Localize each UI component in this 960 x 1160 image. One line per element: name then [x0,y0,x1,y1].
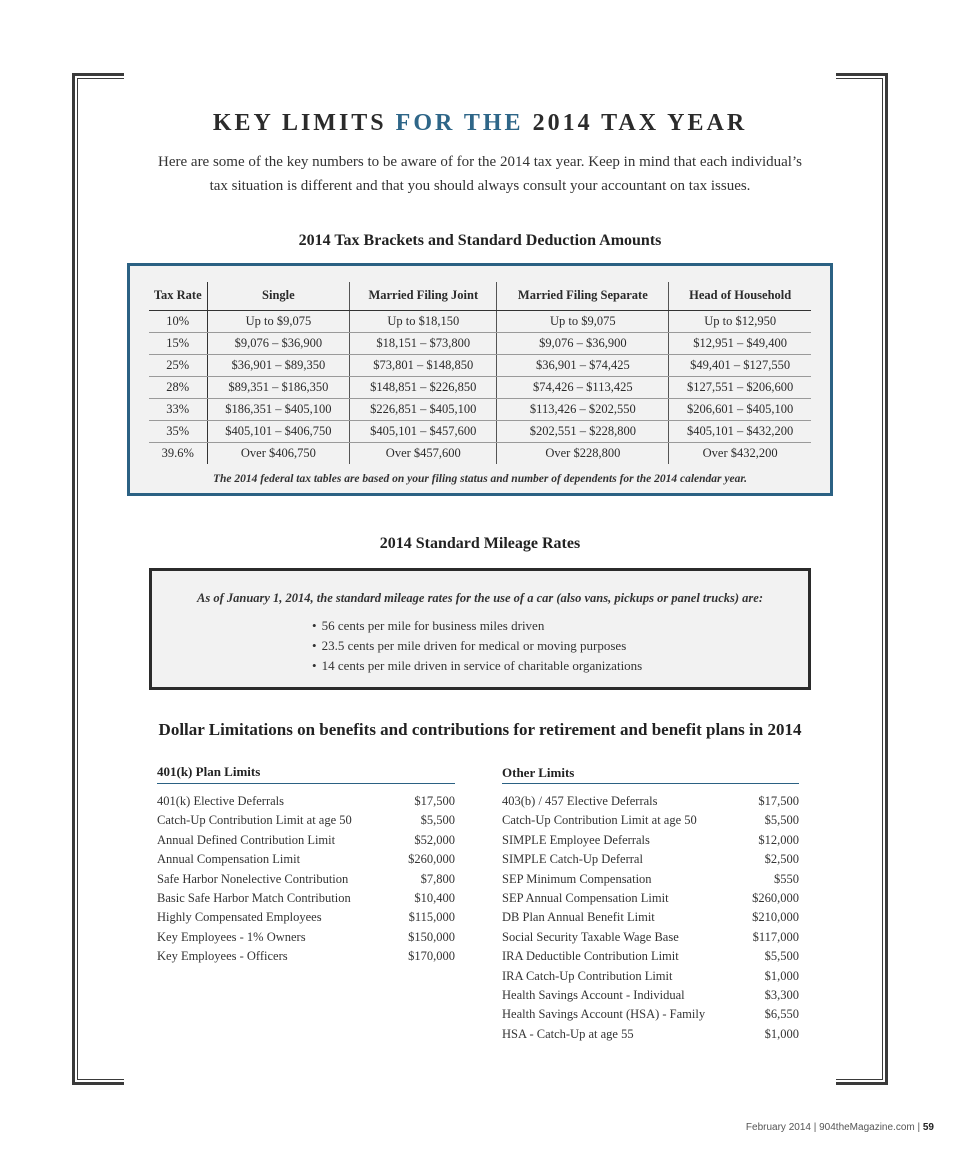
table-cell: 33% [149,398,207,420]
limit-value: $150,000 [408,929,455,944]
list-item [157,870,455,889]
table-row [149,442,811,464]
list-item [502,1025,799,1044]
table-body [149,310,811,464]
table-cell: $36,901 – $89,350 [207,354,350,376]
limit-value: $210,000 [752,910,799,925]
limit-label: IRA Catch-Up Contribution Limit [502,968,673,983]
limit-value: $260,000 [408,852,455,867]
limit-value: $17,500 [758,794,799,808]
table-cell: $226,851 – $405,100 [350,398,497,420]
list-item [157,811,455,830]
limit-value: $52,000 [414,832,455,847]
limit-label: SIMPLE Employee Deferrals [502,832,650,847]
table-cell: 15% [149,332,207,354]
column-header: Single [207,282,350,310]
list-item: • 56 cents per mile for business miles driven [312,616,642,636]
list-item [157,889,455,908]
page-number: 59 [922,1122,934,1133]
limit-label: Health Savings Account - Individual [502,987,685,1002]
intro-paragraph [120,150,840,198]
limit-value: $7,800 [420,871,455,886]
table-cell: $186,351 – $405,100 [207,398,350,420]
limit-label: Highly Compensated Employees [157,910,322,925]
limit-label: HSA - Catch-Up at age 55 [502,1026,634,1041]
frame-corner-top-right-inner [836,78,883,86]
limit-label: Annual Defined Contribution Limit [157,832,336,847]
page-title [0,110,960,137]
mileage-box [149,568,811,690]
limit-value: $3,300 [764,987,799,1002]
footer-text: February 2014 | 904theMagazine.com | [745,1122,923,1133]
list-item [502,967,799,986]
limit-label: Safe Harbor Nonelective Contribution [157,871,349,886]
list-item: • 14 cents per mile driven in service of charitable organizations [312,656,642,676]
list-item [502,889,799,908]
limit-value: $117,000 [752,929,799,944]
limit-label: Health Savings Account (HSA) - Family [502,1007,706,1022]
table-row [149,398,811,420]
limit-label: SEP Minimum Compensation [502,871,652,886]
frame-left-rule-inner [77,78,83,1080]
limit-value: $5,500 [764,813,799,828]
limit-value: $260,000 [752,890,799,905]
other-limits-rows [502,792,799,1044]
list-item [157,792,455,811]
table-cell: $405,101 – $432,200 [669,420,811,442]
table-row [149,332,811,354]
table-row [149,310,811,332]
limit-value: $10,400 [414,890,455,905]
table-cell: $49,401 – $127,550 [669,354,811,376]
list-item [502,811,799,830]
limit-value: $12,000 [758,832,799,847]
table-cell: Over $406,750 [207,442,350,464]
frame-corner-top-left-inner [77,78,124,86]
table-cell: $74,426 – $113,425 [497,376,669,398]
table-cell: $9,076 – $36,900 [497,332,669,354]
limit-value: $5,500 [420,813,455,828]
limit-label: Key Employees - Officers [157,949,288,964]
frame-corner-bottom-left-inner [77,1075,124,1080]
list-item [502,928,799,947]
table-row [149,376,811,398]
limit-value: $2,500 [764,852,799,867]
limit-value: $5,500 [764,949,799,964]
limit-label: Key Employees - 1% Owners [157,929,306,944]
limit-value: $1,000 [764,1026,799,1041]
title-part-2: 2014 TAX YEAR [523,110,748,136]
column-header: Head of Household [669,282,811,310]
other-limits [502,762,799,1044]
column-header: Married Filing Separate [497,282,669,310]
list-item [502,986,799,1005]
limit-value: $550 [774,871,799,886]
table-row [149,354,811,376]
limit-value: $17,500 [414,794,455,808]
table-cell: Up to $12,950 [669,310,811,332]
tax-brackets-box [127,263,833,496]
table-cell: $36,901 – $74,425 [497,354,669,376]
list-item [502,947,799,966]
limit-label: SEP Annual Compensation Limit [502,890,669,905]
plan-401k-rows [157,792,455,967]
limit-label: Social Security Taxable Wage Base [502,929,679,944]
table-cell: $12,951 – $49,400 [669,332,811,354]
tax-brackets-note: The 2014 federal tax tables are based on your filing status and number of dependents for the 2014 calendar year. [212,473,748,485]
table-header-row [149,282,811,310]
table-cell: Up to $9,075 [207,310,350,332]
title-accent: FOR THE [395,110,524,136]
other-limits-title: Other Limits [502,762,799,784]
list-item [502,792,799,811]
limit-label: DB Plan Annual Benefit Limit [502,910,655,925]
page-footer [746,1122,934,1133]
list-item [502,908,799,927]
table-cell: Over $457,600 [350,442,497,464]
table-cell: $202,551 – $228,800 [497,420,669,442]
limit-value: $115,000 [408,910,455,925]
tax-brackets-heading: 2014 Tax Brackets and Standard Deduction Amounts [298,232,662,249]
column-header: Tax Rate [149,282,207,310]
table-cell: $89,351 – $186,350 [207,376,350,398]
limit-label: Catch-Up Contribution Limit at age 50 [502,813,697,828]
list-item [502,1005,799,1024]
limit-label: Basic Safe Harbor Match Contribution [157,890,351,905]
intro-line-2: tax situation is different and that you should always consult your accountant on tax issues. [209,178,751,194]
limit-value: $6,550 [764,1007,799,1022]
frame-right-rule-inner [877,78,883,1080]
table-cell: $405,101 – $406,750 [207,420,350,442]
table-cell: 39.6% [149,442,207,464]
table-cell: $73,801 – $148,850 [350,354,497,376]
limit-label: 401(k) Elective Deferrals [157,794,285,808]
list-item [157,947,455,966]
mileage-intro: As of January 1, 2014, the standard mileage rates for the use of a car (also vans, pickups or panel trucks) are: [197,591,763,605]
mileage-list [312,616,642,676]
limit-label: SIMPLE Catch-Up Deferral [502,852,643,867]
limits-heading: Dollar Limitations on benefits and contributions for retirement and benefit plans in 2014 [158,720,802,739]
limit-label: 403(b) / 457 Elective Deferrals [502,794,658,808]
list-item [157,850,455,869]
table-cell: 25% [149,354,207,376]
frame-corner-bottom-right-inner [836,1075,883,1080]
table-cell: Over $432,200 [669,442,811,464]
intro-line-1: Here are some of the key numbers to be aware of for the 2014 tax year. Keep in mind that each individual’s [158,154,802,170]
table-cell: Up to $18,150 [350,310,497,332]
list-item [502,831,799,850]
table-row [149,420,811,442]
table-cell: Over $228,800 [497,442,669,464]
table-cell: $113,426 – $202,550 [497,398,669,420]
list-item [502,850,799,869]
table-cell: $9,076 – $36,900 [207,332,350,354]
list-item [157,831,455,850]
plan-401k-limits [157,762,455,967]
tax-brackets-table [149,282,811,464]
mileage-heading: 2014 Standard Mileage Rates [379,535,581,552]
plan-401k-title: 401(k) Plan Limits [157,762,455,784]
list-item: • 23.5 cents per mile driven for medical or moving purposes [312,636,642,656]
limit-label: Catch-Up Contribution Limit at age 50 [157,813,352,828]
title-part-1: KEY LIMITS [212,110,396,136]
table-cell: Up to $9,075 [497,310,669,332]
table-cell: 10% [149,310,207,332]
table-cell: 35% [149,420,207,442]
list-item [157,908,455,927]
table-cell: $18,151 – $73,800 [350,332,497,354]
limit-label: IRA Deductible Contribution Limit [502,949,679,964]
table-cell: $127,551 – $206,600 [669,376,811,398]
limit-label: Annual Compensation Limit [157,852,301,867]
limit-value: $170,000 [408,949,455,964]
list-item [157,928,455,947]
table-cell: $206,601 – $405,100 [669,398,811,420]
table-cell: $405,101 – $457,600 [350,420,497,442]
column-header: Married Filing Joint [350,282,497,310]
table-cell: $148,851 – $226,850 [350,376,497,398]
list-item [502,870,799,889]
limit-value: $1,000 [764,968,799,983]
table-cell: 28% [149,376,207,398]
